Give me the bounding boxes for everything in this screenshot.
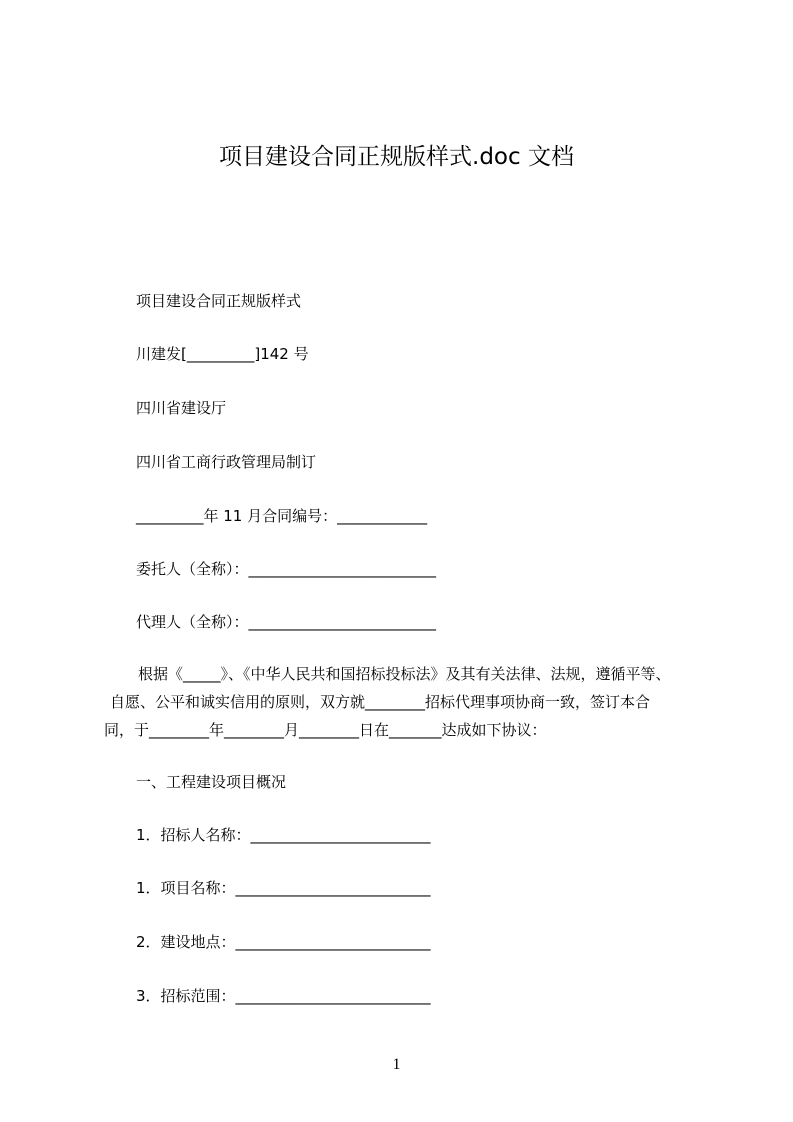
date-contract-number-line: _________年 11 月合同编号：____________ (136, 507, 428, 525)
agreement-paragraph (104, 660, 694, 744)
section-heading: 一、工程建设项目概况 (136, 773, 287, 791)
document-number-line: 川建发[_________]142 号 (136, 345, 309, 363)
paragraph-row-3: 同，于________年________月________日在_______达成如下协议： (104, 721, 547, 739)
list-item: 3．招标范围：__________________________ (136, 987, 431, 1005)
issuer-line-1: 四川省建设厅 (136, 399, 227, 417)
list-item: 1．项目名称：__________________________ (136, 879, 431, 897)
subtitle-line: 项目建设合同正规版样式 (136, 292, 302, 310)
agent-line: 代理人（全称）：_________________________ (136, 613, 437, 631)
document-title: 项目建设合同正规版样式.doc 文档 (219, 144, 574, 170)
page-number: 1 (392, 1056, 401, 1073)
client-line: 委托人（全称）：_________________________ (136, 560, 437, 578)
issuer-line-2: 四川省工商行政管理局制订 (136, 453, 317, 471)
list-item: 1．招标人名称：________________________ (136, 826, 431, 844)
list-item: 2．建设地点：__________________________ (136, 933, 431, 951)
paragraph-row-2: 自愿、公平和诚实信用的原则，双方就________招标代理事项协商一致，签订本合 (110, 693, 651, 711)
paragraph-row-1: 根据《_____》、《中华人民共和国招标投标法》及其有关法律、法规，遵循平等、 (138, 665, 671, 683)
